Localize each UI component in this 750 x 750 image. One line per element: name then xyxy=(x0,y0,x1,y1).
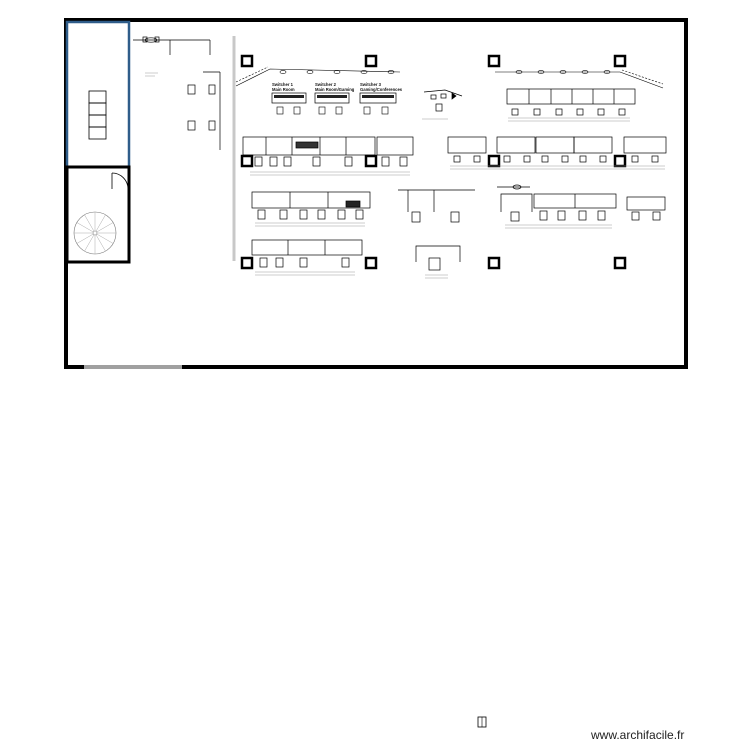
pillar xyxy=(489,56,499,66)
station-ring-right xyxy=(495,70,663,88)
switcher-chairs xyxy=(277,107,388,114)
desk-row-middle-right xyxy=(448,137,666,162)
angled-desk xyxy=(424,90,462,111)
pillar xyxy=(489,258,499,268)
pillar xyxy=(489,156,499,166)
desk-cluster-lower-middle xyxy=(398,190,475,270)
pillar xyxy=(366,156,376,166)
stair-step xyxy=(97,223,113,233)
pillar xyxy=(242,56,252,66)
entry-desk-group xyxy=(133,37,220,150)
desk-row-middle-left xyxy=(243,137,413,166)
switcher-header-2 xyxy=(315,82,355,103)
archifacile-watermark[interactable]: www.archifacile.fr xyxy=(591,728,685,742)
pillar xyxy=(615,56,625,66)
switcher-2-subtitle: Main Room/Gaming xyxy=(315,87,355,92)
stair-step xyxy=(97,234,113,244)
stair-step xyxy=(77,223,93,233)
switcher-3-subtitle: Gaming/Conferences xyxy=(360,87,403,92)
pillar xyxy=(242,258,252,268)
stair-step xyxy=(85,235,95,251)
compass-icon xyxy=(477,716,487,728)
pillar xyxy=(366,56,376,66)
pillar xyxy=(242,156,252,166)
switcher-2-title: Switcher 2 xyxy=(315,82,336,87)
desk-row-top-right xyxy=(507,89,635,115)
spiral-staircase xyxy=(74,212,116,254)
door-swing xyxy=(112,173,128,189)
stair-step xyxy=(96,215,106,231)
stair-step xyxy=(96,235,106,251)
stair-step xyxy=(77,234,93,244)
stair-step xyxy=(85,215,95,231)
switcher-1-subtitle: Main Room xyxy=(272,87,295,92)
mezzanine-shelving xyxy=(89,91,106,139)
pillar xyxy=(615,156,625,166)
switcher-header-1 xyxy=(272,82,306,103)
desk-row-lower-left xyxy=(252,192,370,267)
switcher-header-3 xyxy=(360,82,403,103)
desk-cluster-lower-right xyxy=(497,185,665,221)
mezzanine-zone xyxy=(67,22,129,167)
pillar xyxy=(615,258,625,268)
pillar xyxy=(366,258,376,268)
stair-room xyxy=(67,167,129,262)
switcher-1-title: Switcher 1 xyxy=(272,82,293,87)
switcher-3-title: Switcher 3 xyxy=(360,82,381,87)
